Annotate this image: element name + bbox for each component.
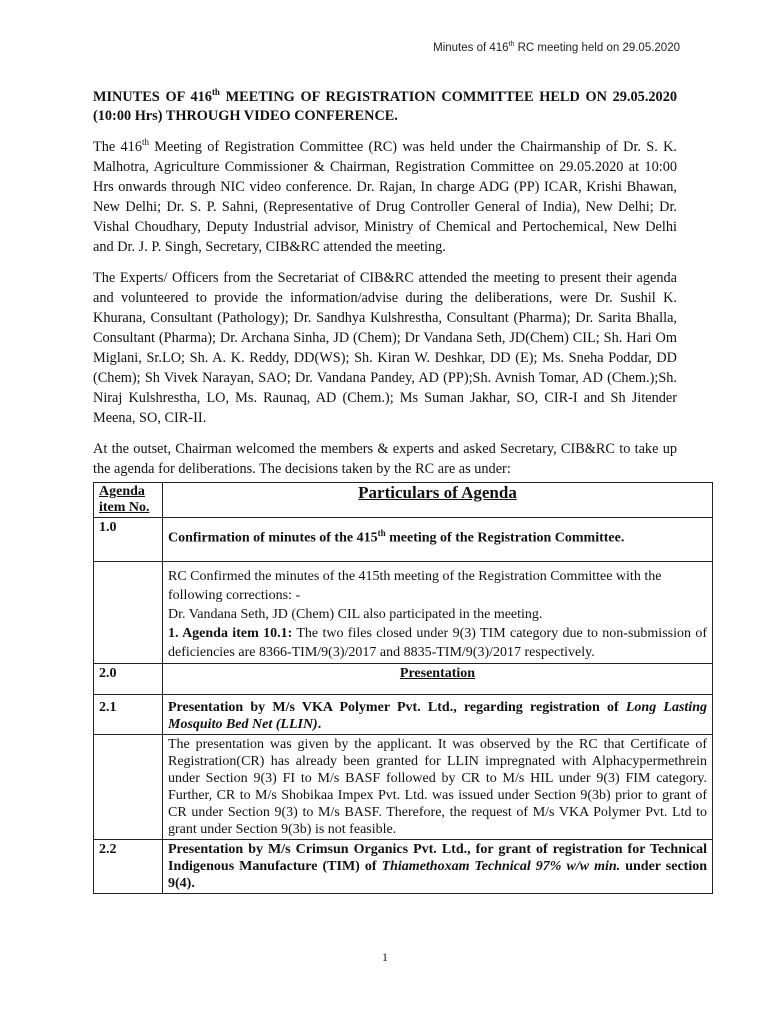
table-row <box>94 839 713 893</box>
col-header-particulars: Particulars of Agenda <box>163 483 713 518</box>
page-number: 1 <box>382 950 388 964</box>
agenda-body: The presentation was given by the applicant. It was observed by the RC that Certificate of Registration(CR) has already been granted for LLIN impregnated with Alphacypermethrein under Section 9(3) FI to M/s BASF followed by CR to M/s HIL under 9(3) FIM category. Further, CR to M/s Shobikaa Impex Pvt. Ltd. was issued under Section 9(3b) prior to grant of CR under Section 9(3) to M/s BASF. Therefore, the request of M/s VKA Polymer Pvt. Ltd to grant under Section 9(3b) is not feasible. <box>163 734 713 839</box>
outset-paragraph: At the outset, Chairman welcomed the members & experts and asked Secretary, CIB&RC to take up the agenda for deliberations. The decisions taken by the RC are as under: <box>93 441 677 477</box>
agenda-number: 2.1 <box>94 694 163 734</box>
agenda-title: Presentation <box>163 663 713 694</box>
table-row <box>94 694 713 734</box>
agenda-title: Presentation by M/s VKA Polymer Pvt. Ltd., regarding registration of Long Lasting Mosquito Bed Net (LLIN). <box>163 694 713 734</box>
agenda-number: 2.0 <box>94 663 163 694</box>
table-row <box>94 663 713 694</box>
document-body <box>93 87 708 894</box>
intro-paragraph: The 416th Meeting of Registration Committee (RC) was held under the Chairmanship of Dr. S. K. Malhotra, Agriculture Commissioner & Chairman, Registration Committee on 29.05.2020 at 10:00 Hrs onwards through NIC video conference. Dr. Rajan, In charge ADG (PP) ICAR, Krishi Bhawan, New Delhi; Dr. S. P. Sahni, (Representative of Drug Controller General of India), New Delhi; Dr. Vishal Choudhary, Deputy Industrial advisor, Ministry of Chemical and Pertochemical, New Delhi and Dr. J. P. Singh, Secretary, CIB&RC attended the meeting. <box>93 137 678 255</box>
experts-paragraph: The Experts/ Officers from the Secretariat of CIB&RC attended the meeting to present their agenda and volunteered to provide the information/advise during the deliberations, were Dr. Sushil K. Khurana, Consultant (Pathology); Dr. Sandhya Kulshrestha, Consultant (Pharma); Dr. Sarita Bhalla, Consultant (Pharma); Dr. Archana Sinha, JD (Chem); Dr Vandana Seth, JD(Chem) CIL; Sh. Hari Om Miglani, Sr.LO; Sh. A. K. Reddy, DD(WS); Sh. Kiran W. Deshkar, DD (E); Ms. Sneha Poddar, DD (Chem); Sh Vivek Narayan, SAO; Dr. Vandana Pandey, AD (PP);Sh. Avnish Tomar, AD (Chem.);Sh. Niraj Kulshrestha, LO, Ms. Raunaq, AD (Chem.); Ms Suman Jakhar, SO, CIR-I and Sh Jitender Meena, SO, CIR-II. <box>93 270 677 426</box>
agenda-title: Presentation by M/s Crimsun Organics Pvt. Ltd., for grant of registration for Technical Indigenous Manufacture (TIM) of Thiamethoxam Technical 97% w/w min. under section 9(4). <box>163 839 713 893</box>
agenda-number: 2.2 <box>94 839 163 893</box>
table-row <box>94 561 713 663</box>
table-header-row <box>94 483 713 518</box>
col-header-agenda-item: Agenda item No. <box>94 483 163 518</box>
agenda-number: 1.0 <box>94 518 163 562</box>
running-header: Minutes of 416th RC meeting held on 29.05.2020 <box>433 41 680 54</box>
agenda-title: Confirmation of minutes of the 415th meeting of the Registration Committee. <box>163 518 713 562</box>
table-row <box>94 518 713 562</box>
agenda-body: RC Confirmed the minutes of the 415th meeting of the Registration Committee with the following corrections: - Dr. Vandana Seth, JD (Chem) CIL also participated in the meeting. 1. Agenda item 10.1: The two files closed under 9(3) TIM category due to non-submission of deficiencies are 8366-TIM/9(3)/2017 and 8835-TIM/9(3)/2017 respectively. <box>163 561 713 663</box>
agenda-table <box>93 482 713 894</box>
table-row <box>94 734 713 839</box>
document-title: MINUTES OF 416th MEETING OF REGISTRATION COMMITTEE HELD ON 29.05.2020 (10:00 Hrs) THROUGH VIDEO CONFERENCE. <box>93 87 677 124</box>
